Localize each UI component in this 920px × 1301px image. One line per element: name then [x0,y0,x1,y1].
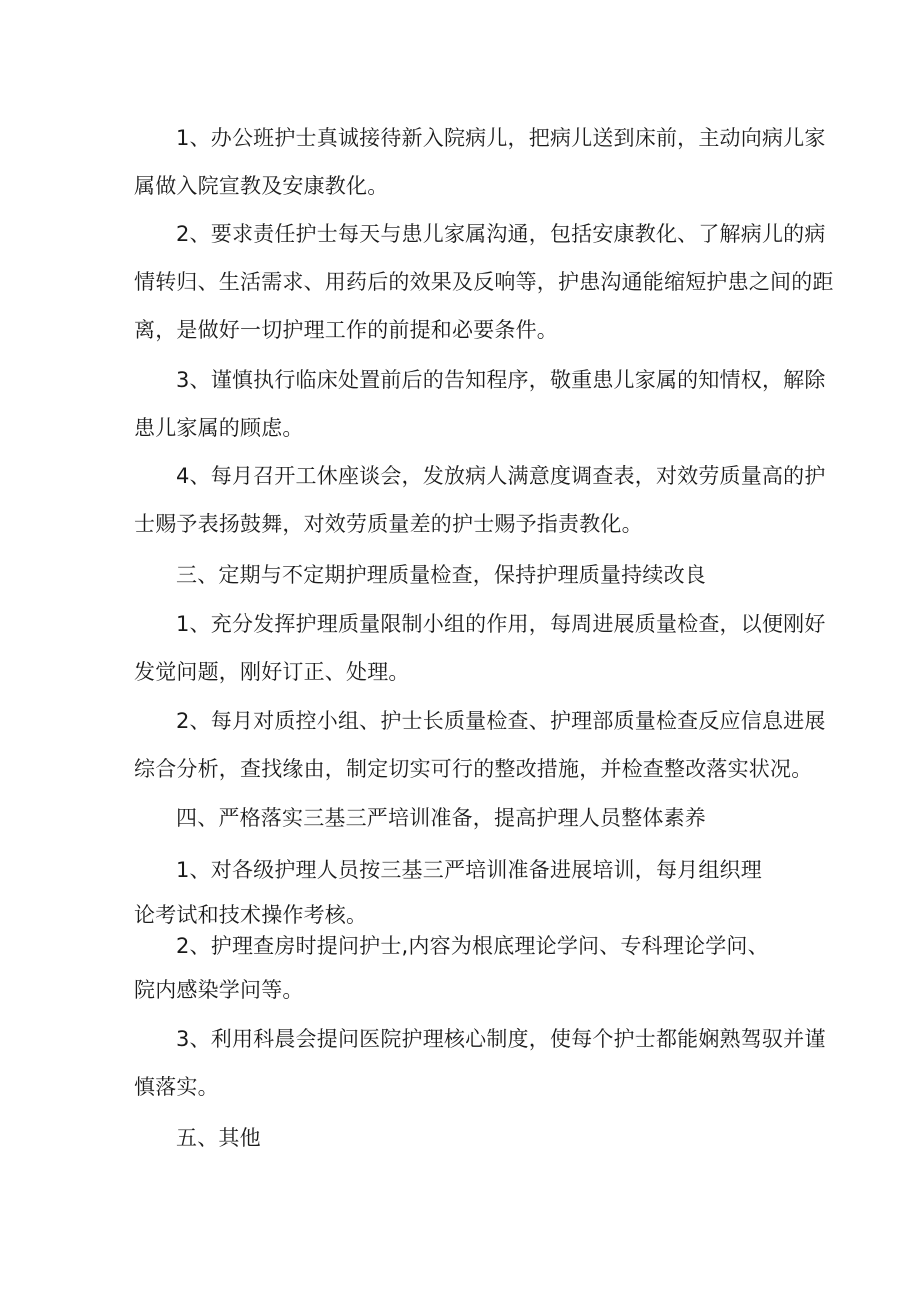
paragraph-7-line-1: 1、对各级护理人员按三基三严培训准备进展培训，每月组织理 [176,858,762,882]
paragraph-2-line-1: 2、要求责任护士每天与患儿家属沟通，包括安康教化、了解病儿的病 [176,222,826,246]
section-heading-3: 三、定期与不定期护理质量检查，保持护理质量持续改良 [176,563,706,587]
section-heading-4: 四、严格落实三基三严培训准备，提高护理人员整体素养 [176,806,706,830]
paragraph-5-line-1: 1、充分发挥护理质量限制小组的作用，每周进展质量检查，以便刚好 [176,612,826,636]
paragraph-2-line-3: 离，是做好一切护理工作的前提和必要条件。 [134,318,558,342]
paragraph-8-line-1: 2、护理查房时提问护士,内容为根底理论学问、专科理论学问、 [176,934,769,958]
paragraph-4-line-2: 士赐予表扬鼓舞，对效劳质量差的护士赐予指责教化。 [134,512,643,536]
paragraph-6-line-1: 2、每月对质控小组、护士长质量检查、护理部质量检查反应信息进展 [176,709,826,733]
paragraph-3-line-1: 3、谨慎执行临床处置前后的告知程序，敬重患儿家属的知情权，解除 [176,368,826,392]
paragraph-7-line-2: 论考试和技术操作考核。 [134,903,368,927]
paragraph-9-line-1: 3、利用科晨会提问医院护理核心制度，使每个护士都能娴熟驾驭并谨 [176,1027,826,1051]
paragraph-6-line-2: 综合分析，查找缘由，制定切实可行的整改措施，并检查整改落实状况。 [134,757,813,781]
paragraph-5-line-2: 发觉问题，刚好订正、处理。 [134,660,410,684]
paragraph-3-line-2: 患儿家属的顾虑。 [134,416,304,440]
section-heading-5: 五、其他 [176,1126,261,1150]
paragraph-1-line-1: 1、办公班护士真诚接待新入院病儿，把病儿送到床前，主动向病儿家 [176,126,826,150]
paragraph-9-line-2: 慎落实。 [134,1075,219,1099]
paragraph-4-line-1: 4、每月召开工休座谈会，发放病人满意度调查表，对效劳质量高的护 [176,464,826,488]
paragraph-1-line-2: 属做入院宣教及安康教化。 [134,174,389,198]
paragraph-2-line-2: 情转归、生活需求、用药后的效果及反响等，护患沟通能缩短护患之间的距 [134,270,834,294]
paragraph-8-line-2: 院内感染学问等。 [134,978,304,1002]
